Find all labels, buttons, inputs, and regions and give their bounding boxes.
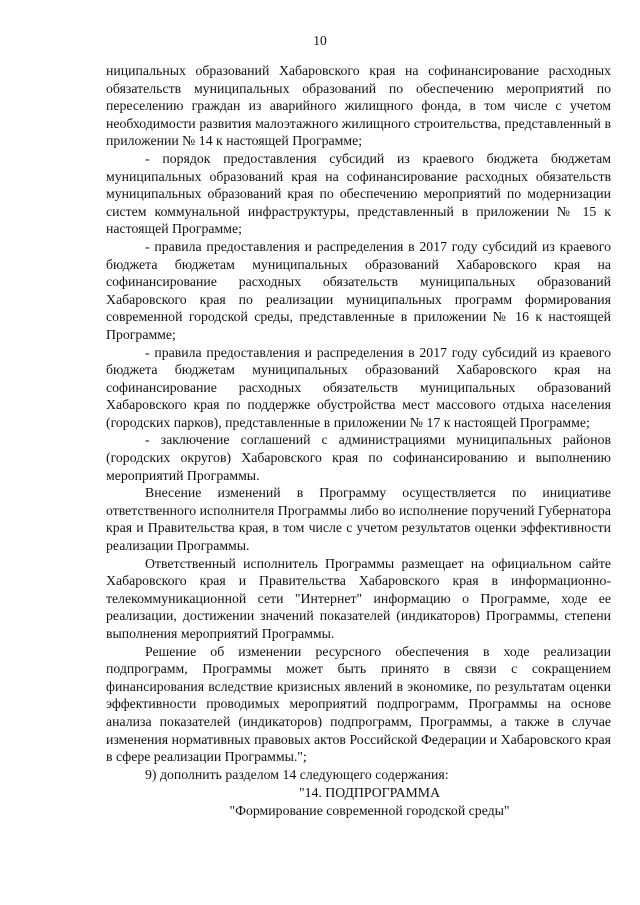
list-item-urban-environment-rules: - правила предоставления и распределения в 2017 году субсидий из краевого бюджета бюджетам муниципальных образований Хабаровского края на софинансирование расходных обязательств муниципальных образований Хабаровского края по реализации муниципальных программ формирования современной городской среды, представленные в приложении № 16 к настоящей Программе; (106, 238, 611, 342)
list-item-subsidy-order: - порядок предоставления субсидий из краевого бюджета бюджетам муниципальных образований края на софинансирование расходных обязательств муниципальных образований края по обеспечению мероприятий по модернизации систем коммунальной инфраструктуры, представленный в приложении № 15 к настоящей Программе; (106, 150, 611, 237)
paragraph-resource-changes: Решение об изменении ресурсного обеспечения в ходе реализации подпрограмм, Программы может быть принято в связи с сокращением финансирования вследствие кризисных явлений в экономике, по результатам оценки эффективности проводимых мероприятий подпрограмм, Программы на основе анализа показателей (индикаторов) подпрограмм, Программы, а также в случае изменения нормативных правовых актов Российской Федерации и Хабаровского края в сфере реализации Программы."; (106, 643, 611, 765)
paragraph-publication: Ответственный исполнитель Программы размещает на официальном сайте Хабаровского края и Правительства Хабаровского края в информационно-телекоммуникационной сети "Интернет" информацию о Программе, ходе ее реализации, достижении значений показателей (индикаторов) Программы, степени выполнения мероприятий Программы. (106, 555, 611, 641)
document-body (106, 62, 611, 820)
list-item-agreements: - заключение соглашений с администрациями муниципальных районов (городских округов) Хабаровского края по софинансированию и выполнению мероприятий Программы. (106, 432, 611, 483)
paragraph-program-changes: Внесение изменений в Программу осуществляется по инициативе ответственного исполнителя Программы либо во исполнение поручений Губернатора края и Правительства края, в том числе с учетом результатов оценки эффективности реализации Программы. (106, 485, 611, 554)
paragraph-continuation: ниципальных образований Хабаровского края на софинансирование расходных обязательств муниципальных образований по обеспечению мероприятий по переселению граждан из аварийного жилищного фонда, в том числе с учетом необходимости развития малоэтажного жилищного строительства, представленный в приложении № 14 к настоящей Программе; (106, 63, 611, 149)
paragraph-amendment-item: 9) дополнить разделом 14 следующего содержания: (145, 766, 449, 782)
section-subheading: "Формирование современной городской среды" (229, 802, 510, 818)
list-item-parks-rules: - правила предоставления и распределения в 2017 году субсидий из краевого бюджета бюджетам муниципальных образований Хабаровского края на софинансирование расходных обязательств муниципальных образований Хабаровского края по поддержке обустройства мест массового отдыха населения (городских парков), представленные в приложении № 17 к настоящей Программе; (106, 344, 611, 430)
section-heading: "14. ПОДПРОГРАММА (298, 785, 441, 801)
page-number: 10 (313, 33, 327, 48)
